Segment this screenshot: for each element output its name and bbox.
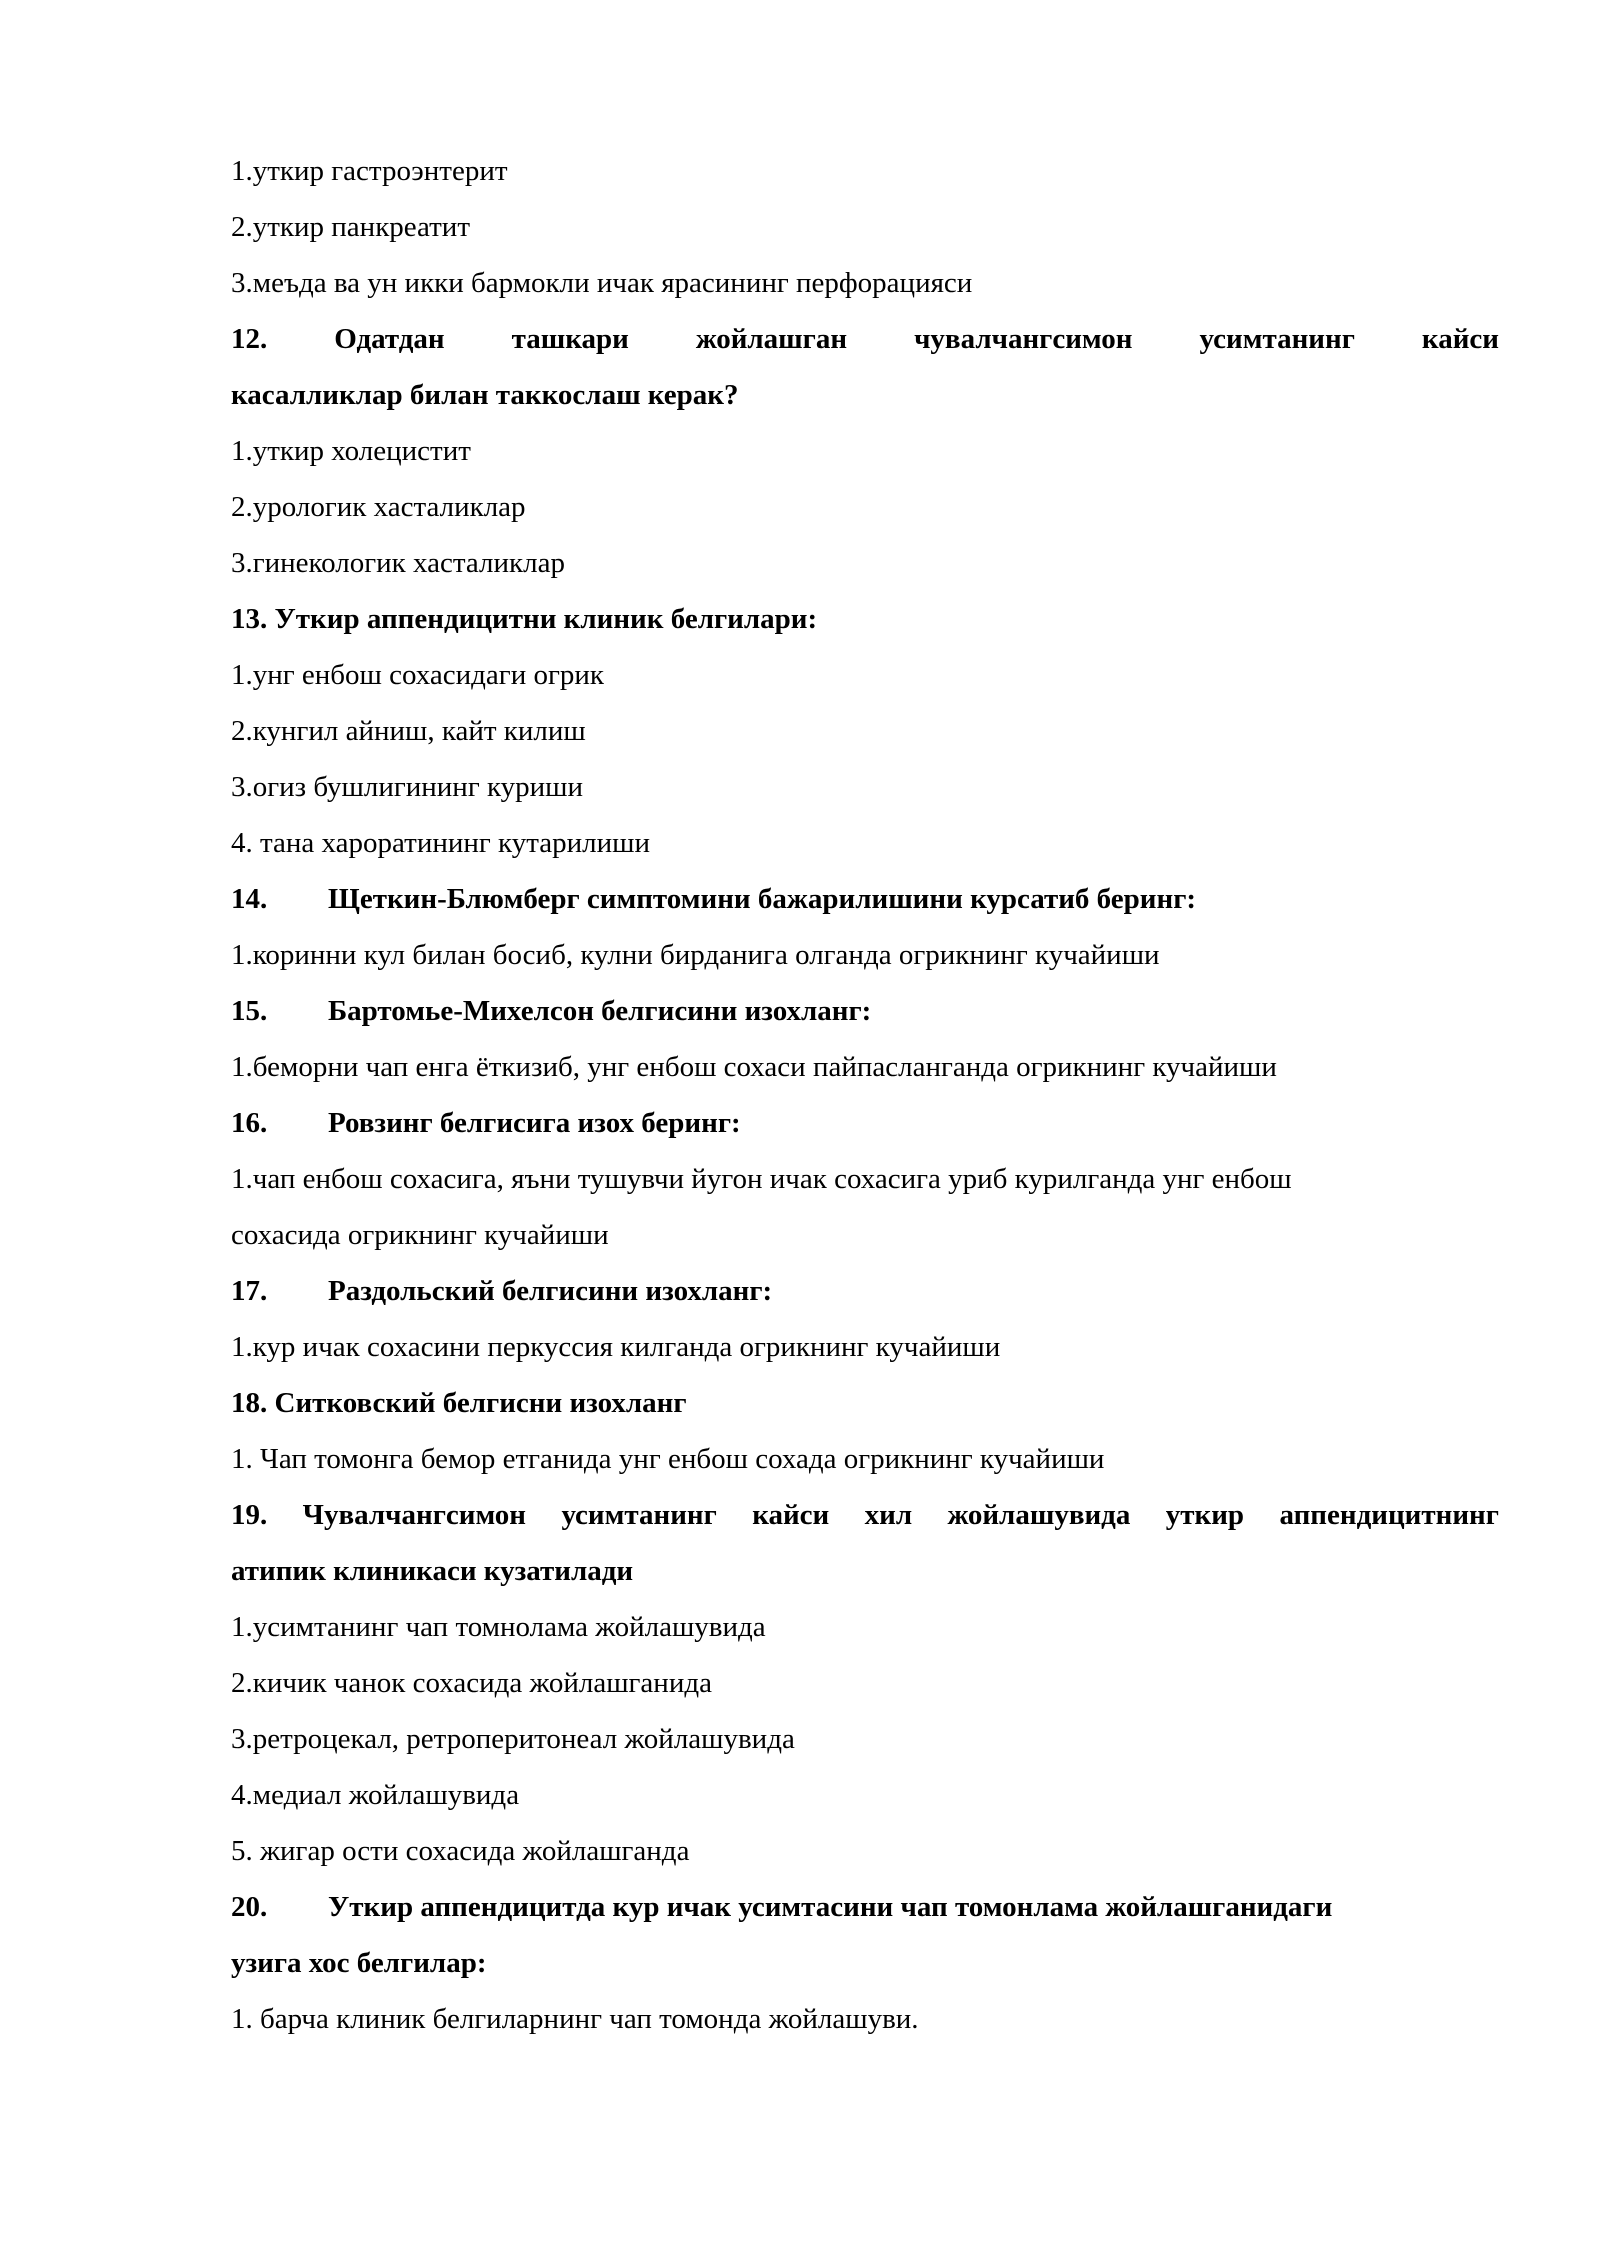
question-text: Бартомье-Михелсон белгисини изохланг: bbox=[328, 995, 872, 1027]
answer-line: 1. Чап томонга бемор етганида унг енбош сохада огрикнинг кучайиши bbox=[231, 1443, 1105, 1475]
answer-line: 1.усимтанинг чап томнолама жойлашувида bbox=[231, 1611, 766, 1643]
question-text: Уткир аппендицитда кур ичак усимтасини чап томонлама жойлашганидаги bbox=[328, 1891, 1333, 1923]
question-number: 16. bbox=[231, 1107, 268, 1139]
question-text: Ровзинг белгисига изох беринг: bbox=[328, 1107, 741, 1139]
question-word: ташкари bbox=[511, 323, 629, 355]
question-word: уткир bbox=[1165, 1499, 1245, 1531]
question-number: 14. bbox=[231, 883, 268, 915]
question-number: 12. bbox=[231, 323, 268, 355]
question-18: 18. Ситковский белгисни изохланг bbox=[231, 1387, 687, 1419]
answer-line: 1.коринни кул билан босиб, кулни бирданига олганда огрикнинг кучайиши bbox=[231, 939, 1160, 971]
answer-line: 1.кур ичак сохасини перкуссия килганда огрикнинг кучайиши bbox=[231, 1331, 1001, 1363]
answer-line: 3.огиз бушлигининг куриши bbox=[231, 771, 584, 803]
question-word: усимтанинг bbox=[561, 1499, 717, 1531]
answer-line: 3.ретроцекал, ретроперитонеал жойлашувида bbox=[231, 1723, 795, 1755]
question-number: 17. bbox=[231, 1275, 268, 1307]
question-16 bbox=[231, 1103, 1499, 1143]
answer-line: 3.гинекологик хасталиклар bbox=[231, 547, 565, 579]
question-number: 15. bbox=[231, 995, 268, 1027]
answer-line: сохасида огрикнинг кучайиши bbox=[231, 1219, 609, 1251]
question-word: усимтанинг bbox=[1199, 323, 1355, 355]
question-13: 13. Уткир аппендицитни клиник белгилари: bbox=[231, 603, 818, 635]
question-word: Одатдан bbox=[334, 323, 445, 355]
question-12 bbox=[231, 319, 1499, 359]
question-number: 19. bbox=[231, 1499, 268, 1531]
answer-line: 5. жигар ости сохасида жойлашганда bbox=[231, 1835, 690, 1867]
answer-line: 1.чап енбош сохасига, яъни тушувчи йугон ичак сохасига уриб курилганда унг енбош bbox=[231, 1163, 1292, 1195]
question-number: 20. bbox=[231, 1891, 268, 1923]
question-text: Раздольский белгисини изохланг: bbox=[328, 1275, 773, 1307]
question-text: Щеткин-Блюмберг симптомини бажарилишини курсатиб беринг: bbox=[328, 883, 1197, 915]
question-word: кайси bbox=[752, 1499, 830, 1531]
answer-line: 1.уткир холецистит bbox=[231, 435, 471, 467]
question-15 bbox=[231, 991, 1499, 1031]
question-17 bbox=[231, 1271, 1499, 1311]
question-word: аппендицитнинг bbox=[1279, 1499, 1499, 1531]
question-word: хил bbox=[864, 1499, 913, 1531]
question-12-continuation: касалликлар билан таккослаш керак? bbox=[231, 379, 739, 411]
answer-line: 1.унг енбош сохасидаги огрик bbox=[231, 659, 604, 691]
answer-line: 4.медиал жойлашувида bbox=[231, 1779, 520, 1811]
question-word: кайси bbox=[1421, 323, 1499, 355]
answer-line: 4. тана хароратининг кутарилиши bbox=[231, 827, 650, 859]
question-word: чувалчангсимон bbox=[914, 323, 1133, 355]
answer-line: 1. барча клиник белгиларнинг чап томонда жойлашуви. bbox=[231, 2003, 919, 2035]
question-19 bbox=[231, 1495, 1499, 1535]
question-20 bbox=[231, 1887, 1499, 1927]
question-19-continuation: атипик клиникаси кузатилади bbox=[231, 1555, 634, 1587]
question-20-continuation: узига хос белгилар: bbox=[231, 1947, 487, 1979]
answer-line: 2.урологик хасталиклар bbox=[231, 491, 526, 523]
question-word: жойлашган bbox=[695, 323, 848, 355]
answer-line: 3.меъда ва ун икки бармокли ичак ярасининг перфорацияси bbox=[231, 267, 973, 299]
answer-line: 2.кунгил айниш, кайт килиш bbox=[231, 715, 586, 747]
question-word: Чувалчангсимон bbox=[302, 1499, 527, 1531]
answer-line: 2.уткир панкреатит bbox=[231, 211, 470, 243]
question-word: жойлашувида bbox=[947, 1499, 1131, 1531]
answer-line: 1.уткир гастроэнтерит bbox=[231, 155, 508, 187]
answer-line: 1.беморни чап енга ёткизиб, унг енбош сохаси пайпасланганда огрикнинг кучайиши bbox=[231, 1051, 1277, 1083]
question-14 bbox=[231, 879, 1499, 919]
answer-line: 2.кичик чанок сохасида жойлашганида bbox=[231, 1667, 712, 1699]
